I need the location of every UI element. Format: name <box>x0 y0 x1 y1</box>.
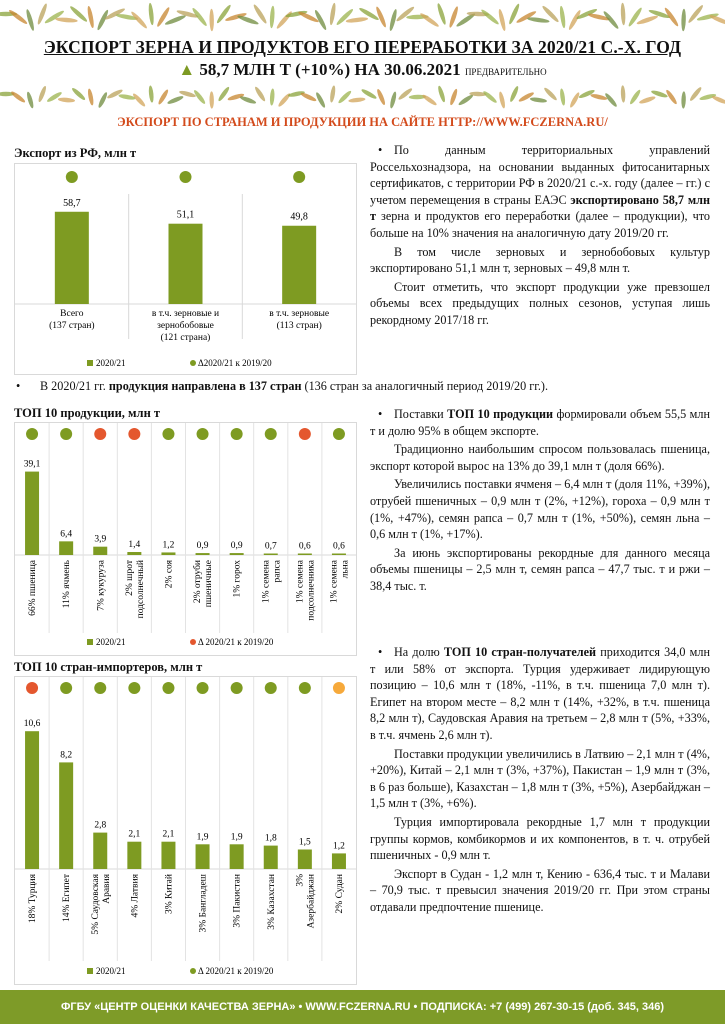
subtitle-main: 58,7 МЛН Т (+10%) НА 30.06.2021 <box>199 60 461 79</box>
value-label: 1,9 <box>196 832 209 843</box>
decorative-leaf <box>148 3 155 26</box>
decorative-leaf-band-top <box>0 0 725 34</box>
countries-summary-line: • В 2020/21 гг. продукция направлена в 137 стран (136 стран за аналогичный период 2019/20 гг.). <box>40 379 548 394</box>
bar <box>127 842 141 869</box>
section-export-text <box>370 142 710 331</box>
delta-dot <box>265 682 277 694</box>
decorative-leaf <box>329 3 337 26</box>
paragraph: • На долю ТОП 10 стран-получателей приходится 34,0 млн т или 58% от экспорта. Турция удерживает лидирующую позицию – 10,6 млн т (18%, -11%, в т.ч. пшеница 7,0 млн т). Египет на втором месте – 8,2 млн т (14%, +32%, в т.ч. пшеница 8,2 млн т), Саудовская Аравия на третьем – 2,8 млн т (5%, +33%, в т.ч. ячмень 2,6 млн т). <box>370 644 710 744</box>
decorative-leaf <box>604 92 618 108</box>
category-label: 3% Бангладеш <box>198 874 209 933</box>
value-label: 1,5 <box>298 837 311 848</box>
decorative-leaf <box>10 90 26 104</box>
category-label: 2% соя <box>164 560 175 589</box>
value-label: 1,4 <box>128 540 141 551</box>
decorative-leaf <box>681 9 686 32</box>
decorative-leaf <box>627 6 643 27</box>
decorative-leaf <box>348 97 366 103</box>
paragraph: Турция импортировала рекордные 1,7 млн т продукции группы кормов, комбикормов и их компонентов, в т. ч. отрубей пшеничных - 0,9 млн т. <box>370 814 710 863</box>
value-label: 0,7 <box>264 541 277 552</box>
section-products-text <box>370 406 710 597</box>
decorative-leaf <box>480 8 500 26</box>
chart-top-products <box>14 422 357 656</box>
decorative-leaf <box>335 8 354 27</box>
section-countries-text <box>370 644 710 918</box>
decorative-leaf <box>498 91 506 109</box>
category-label: 14% Египет <box>62 874 73 923</box>
value-label: 0,6 <box>298 541 311 552</box>
decorative-leaf <box>237 14 260 26</box>
category-label: 5% Саудовская <box>90 874 101 935</box>
category-label: (113 стран) <box>276 321 322 331</box>
decorative-leaf <box>711 95 725 106</box>
delta-dot <box>94 682 106 694</box>
value-label: 8,2 <box>60 750 73 761</box>
decorative-leaf <box>620 85 625 102</box>
decorative-leaf <box>388 9 398 32</box>
decorative-leaf <box>46 91 63 104</box>
delta-dot <box>128 682 140 694</box>
paragraph: • По данным территориальных управлений Россельхознадзора, на основании выданных фитосанитарных сертификатов, с территории РФ в 2020/21 с.-х. году (далее – гг.) с учетом перемещения в страны ЕАЭС экспортировано 58,7 млн т зерна и продуктов его переработки (далее – продукции), что больше на 10% значения на аналогичную дату 2019/20 гг. <box>370 142 710 242</box>
category-label: (137 стран) <box>49 321 95 331</box>
category-label: Азербайджан <box>306 874 317 929</box>
category-label: в т.ч. зерновые и <box>151 309 220 319</box>
delta-dot <box>162 682 174 694</box>
legend-label: Δ2020/21 к 2019/20 <box>198 358 272 368</box>
category-label: 1% семена <box>261 560 272 604</box>
category-label: подсолнечника <box>306 560 317 621</box>
decorative-leaf <box>419 12 440 28</box>
decorative-leaf <box>567 9 582 31</box>
value-label: 0,9 <box>230 541 243 552</box>
category-label: 7% кукуруза <box>96 560 107 611</box>
category-label: 3% Пакистан <box>232 874 243 928</box>
chart-top-importers <box>14 676 357 985</box>
delta-dot <box>26 428 38 440</box>
paragraph: • Поставки ТОП 10 продукции формировали объем 55,5 млн т и долю 95% в общем экспорте. <box>370 406 710 439</box>
decorative-leaf <box>130 10 149 29</box>
bar <box>230 553 244 555</box>
category-label: 4% Латвия <box>130 874 141 918</box>
decorative-leaf <box>437 85 446 103</box>
legend-bar-marker <box>87 360 93 366</box>
decorative-leaf <box>590 93 608 101</box>
decorative-leaf <box>638 95 656 105</box>
decorative-leaf <box>300 91 317 102</box>
paragraph: Увеличились поставки ячменя – 6,4 млн т (доля 11%, +39%), отрубей пшеничных – 0,9 млн т (2%, +12%), гороха – 0,9 млн т (1%, +47%), семян рапса – 0,7 млн т (1%, +50%), семян льна – 0,6 млн т (1%, +17%). <box>370 477 710 542</box>
decorative-leaf <box>620 3 626 26</box>
decorative-leaf <box>687 4 705 24</box>
category-label: 3% Казахстан <box>266 874 277 930</box>
bar <box>298 554 312 556</box>
legend-dot-marker <box>190 968 196 974</box>
decorative-leaf <box>55 17 78 23</box>
bar <box>332 554 346 556</box>
legend-label: 2020/21 <box>96 637 126 647</box>
decorative-leaf <box>518 91 535 103</box>
page-subtitle <box>0 60 725 80</box>
bar <box>264 554 278 556</box>
legend-dot-marker <box>190 360 196 366</box>
bar <box>282 226 316 304</box>
decorative-leaf <box>148 85 154 103</box>
category-label: 3% <box>295 874 306 887</box>
decorative-leaf <box>569 91 581 108</box>
up-triangle-icon: ▲ <box>178 60 196 79</box>
delta-dot <box>60 682 72 694</box>
decorative-leaf <box>275 10 293 30</box>
bar <box>298 850 312 870</box>
category-label: 11% ячмень <box>62 560 73 609</box>
page-title: ЭКСПОРТ ЗЕРНА И ПРОДУКТОВ ЕГО ПЕРЕРАБОТКИ ЗА 2020/21 С.-Х. ГОД <box>43 37 682 57</box>
decorative-leaf <box>97 91 108 108</box>
bar <box>25 731 39 869</box>
delta-dot <box>162 428 174 440</box>
decorative-leaf <box>457 93 474 106</box>
decorative-leaf <box>578 89 595 100</box>
value-label: 58,7 <box>63 197 81 209</box>
delta-dot <box>333 428 345 440</box>
delta-dot <box>180 171 192 183</box>
category-label: подсолнечный <box>135 560 146 619</box>
decorative-leaf <box>315 91 327 108</box>
decorative-leaf <box>345 16 368 23</box>
bar <box>196 553 210 555</box>
value-label: 10,6 <box>23 719 41 730</box>
decorative-leaf <box>497 9 506 32</box>
delta-dot <box>197 682 209 694</box>
paragraph: Поставки продукции увеличились в Латвию – 2,1 млн т (4%, +20%), Китай – 2,1 млн т (3%, +37%), Пакистан – 1,9 млн т (3%, в 6 раз больше), Казахстан – 1,8 млн т (3%, +5%), Азербайджан – 1,5 млн т (3%, +6%). <box>370 746 710 811</box>
decorative-leaf <box>239 95 257 105</box>
delta-dot <box>231 682 243 694</box>
category-label: Всего <box>60 309 84 319</box>
bar <box>55 212 89 304</box>
delta-dot <box>26 682 38 694</box>
legend-label: Δ 2020/21 к 2019/20 <box>198 637 274 647</box>
decorative-leaf <box>509 85 520 102</box>
value-label: 1,9 <box>230 832 243 843</box>
chart-top-importers-title: ТОП 10 стран-импортеров, млн т <box>14 660 203 674</box>
delta-dot <box>265 428 277 440</box>
category-label: 3% Китай <box>164 874 175 915</box>
category-label: 1% горох <box>232 560 243 598</box>
decorative-leaf <box>106 88 123 100</box>
decorative-leaf <box>209 91 214 108</box>
delta-dot <box>128 428 140 440</box>
legend-label: Δ 2020/21 к 2019/20 <box>198 966 274 976</box>
value-label: 51,1 <box>176 209 195 221</box>
category-label: 66% пшеница <box>28 560 39 616</box>
value-label: 0,6 <box>333 541 345 552</box>
decorative-leaf <box>397 87 413 101</box>
category-label: Аравия <box>101 874 112 904</box>
decorative-leaf <box>193 89 207 105</box>
legend-label: 2020/21 <box>96 358 126 368</box>
category-label: рапса <box>272 560 283 583</box>
delta-dot <box>66 171 78 183</box>
decorative-leaf <box>421 93 438 106</box>
category-label: 1% семена <box>329 560 340 604</box>
legend-dot-marker <box>190 639 196 645</box>
bar <box>161 552 175 555</box>
bar <box>196 844 210 869</box>
value-label: 39,1 <box>23 459 41 470</box>
delta-dot <box>94 428 106 440</box>
category-label: пшеничные <box>204 560 215 608</box>
bar <box>93 833 107 869</box>
bar <box>161 842 175 869</box>
decorative-leaf <box>132 92 147 108</box>
decorative-leaf <box>215 4 232 25</box>
decorative-leaf <box>482 90 498 104</box>
category-label: 18% Турция <box>28 874 39 924</box>
category-label: 2% шрот <box>124 560 135 596</box>
paragraph: За июнь экспортированы рекордные для данного месяца объемы пшеницы – 2,5 млн т, семян рапса – 47,7 тыс. т и ржи – 38,4 тыс. т. <box>370 545 710 593</box>
decorative-leaf <box>87 88 95 106</box>
bar <box>25 472 39 555</box>
legend-bar-marker <box>87 968 93 974</box>
decorative-leaf <box>515 10 537 25</box>
decorative-leaf <box>44 9 65 25</box>
value-label: 2,1 <box>162 829 175 840</box>
decorative-leaf <box>58 97 75 103</box>
decorative-leaf <box>543 86 558 101</box>
value-label: 1,8 <box>264 833 277 844</box>
chart-top-products-title: ТОП 10 продукции, млн т <box>14 406 161 420</box>
decorative-leaf <box>436 3 447 26</box>
category-label: 2% отруби <box>193 560 204 604</box>
value-label: 1,2 <box>162 540 175 551</box>
decorative-leaf <box>395 5 415 23</box>
decorative-leaf <box>376 88 387 106</box>
decorative-leaf <box>167 95 185 106</box>
decorative-leaf <box>96 9 110 31</box>
value-label: 49,8 <box>290 211 308 223</box>
decorative-leaf <box>527 16 550 23</box>
decorative-leaf-band-middle <box>0 84 725 110</box>
category-label: 1% семена <box>295 560 306 604</box>
decorative-leaf <box>337 89 352 104</box>
decorative-leaf <box>636 14 659 25</box>
decorative-leaf <box>25 9 35 32</box>
delta-dot <box>197 428 209 440</box>
delta-dot <box>299 682 311 694</box>
bar <box>127 552 141 555</box>
subtitle-note: ПРЕДВАРИТЕЛЬНО <box>464 67 547 77</box>
decorative-leaf <box>329 85 336 103</box>
value-label: 3,9 <box>94 534 107 545</box>
decorative-leaf <box>26 91 35 109</box>
decorative-leaf <box>389 91 397 109</box>
bar <box>230 844 244 869</box>
footer-bar: ФГБУ «ЦЕНТР ОЦЕНКИ КАЧЕСТВА ЗЕРНА» • WWW.FCZERNA.RU • ПОДПИСКА: +7 (499) 267-30-15 (доб. 345, 346) <box>0 990 725 1024</box>
bar <box>59 541 73 555</box>
category-label: в т.ч. зерновые <box>269 309 330 319</box>
value-label: 6,4 <box>60 529 73 540</box>
delta-dot <box>333 682 345 694</box>
bar <box>332 853 346 869</box>
bar <box>264 846 278 869</box>
decorative-leaf <box>254 86 267 103</box>
decorative-leaf <box>681 91 686 108</box>
value-label: 0,9 <box>196 541 209 552</box>
delta-dot <box>231 428 243 440</box>
chart-export-title: Экспорт из РФ, млн т <box>14 146 137 160</box>
value-label: 2,1 <box>128 829 141 840</box>
legend-bar-marker <box>87 639 93 645</box>
category-label: зернобобовые <box>157 321 214 331</box>
bar <box>169 224 203 304</box>
decorative-leaf <box>530 97 548 104</box>
chart-export <box>14 163 357 375</box>
delta-dot <box>299 428 311 440</box>
decorative-leaf <box>559 6 566 29</box>
paragraph: Экспорт в Судан - 1,2 млн т, Кению - 636,4 тыс. т и Малави – 70,9 тыс. т превысил значения 2019/20 гг. При этом страны отдавали предпочтение пшенице. <box>370 866 710 914</box>
site-link-line[interactable]: ЭКСПОРТ ПО СТРАНАМ И ПРОДУКЦИИ НА САЙТЕ HTTP://WWW.FCZERNA.RU/ <box>117 115 608 129</box>
decorative-leaf <box>449 88 459 106</box>
category-label: (121 страна) <box>160 333 211 343</box>
bar <box>93 547 107 555</box>
decorative-leaf <box>559 88 566 106</box>
delta-dot <box>60 428 72 440</box>
paragraph: Стоит отметить, что экспорт продукции уже превзошел объемы всех предыдущих полных сезонов, уступая лишь рекордному 2017/18 гг. <box>370 279 710 327</box>
legend-label: 2020/21 <box>96 966 126 976</box>
value-label: 2,8 <box>94 820 107 831</box>
value-label: 1,2 <box>333 841 345 852</box>
decorative-leaf <box>209 9 214 32</box>
category-label: 2% Судан <box>334 874 345 914</box>
paragraph: Традиционно наибольшим спросом пользовалась пшеница, экспорт которой вырос на 13% до 39,1 млн т (доля 66%). <box>370 442 710 473</box>
delta-dot <box>293 171 305 183</box>
decorative-leaf <box>37 85 47 103</box>
paragraph: В том числе зерновых и зернобобовых культур экспортировано 51,1 млн т, зерновых – 49,8 млн т. <box>370 244 710 276</box>
decorative-leaf <box>164 14 186 26</box>
decorative-leaf <box>269 6 275 29</box>
decorative-leaf <box>8 8 29 25</box>
category-label: льна <box>340 560 351 579</box>
decorative-leaf <box>269 88 275 105</box>
decorative-leaf <box>156 6 171 28</box>
bar <box>59 762 73 869</box>
decorative-leaf <box>86 6 95 29</box>
